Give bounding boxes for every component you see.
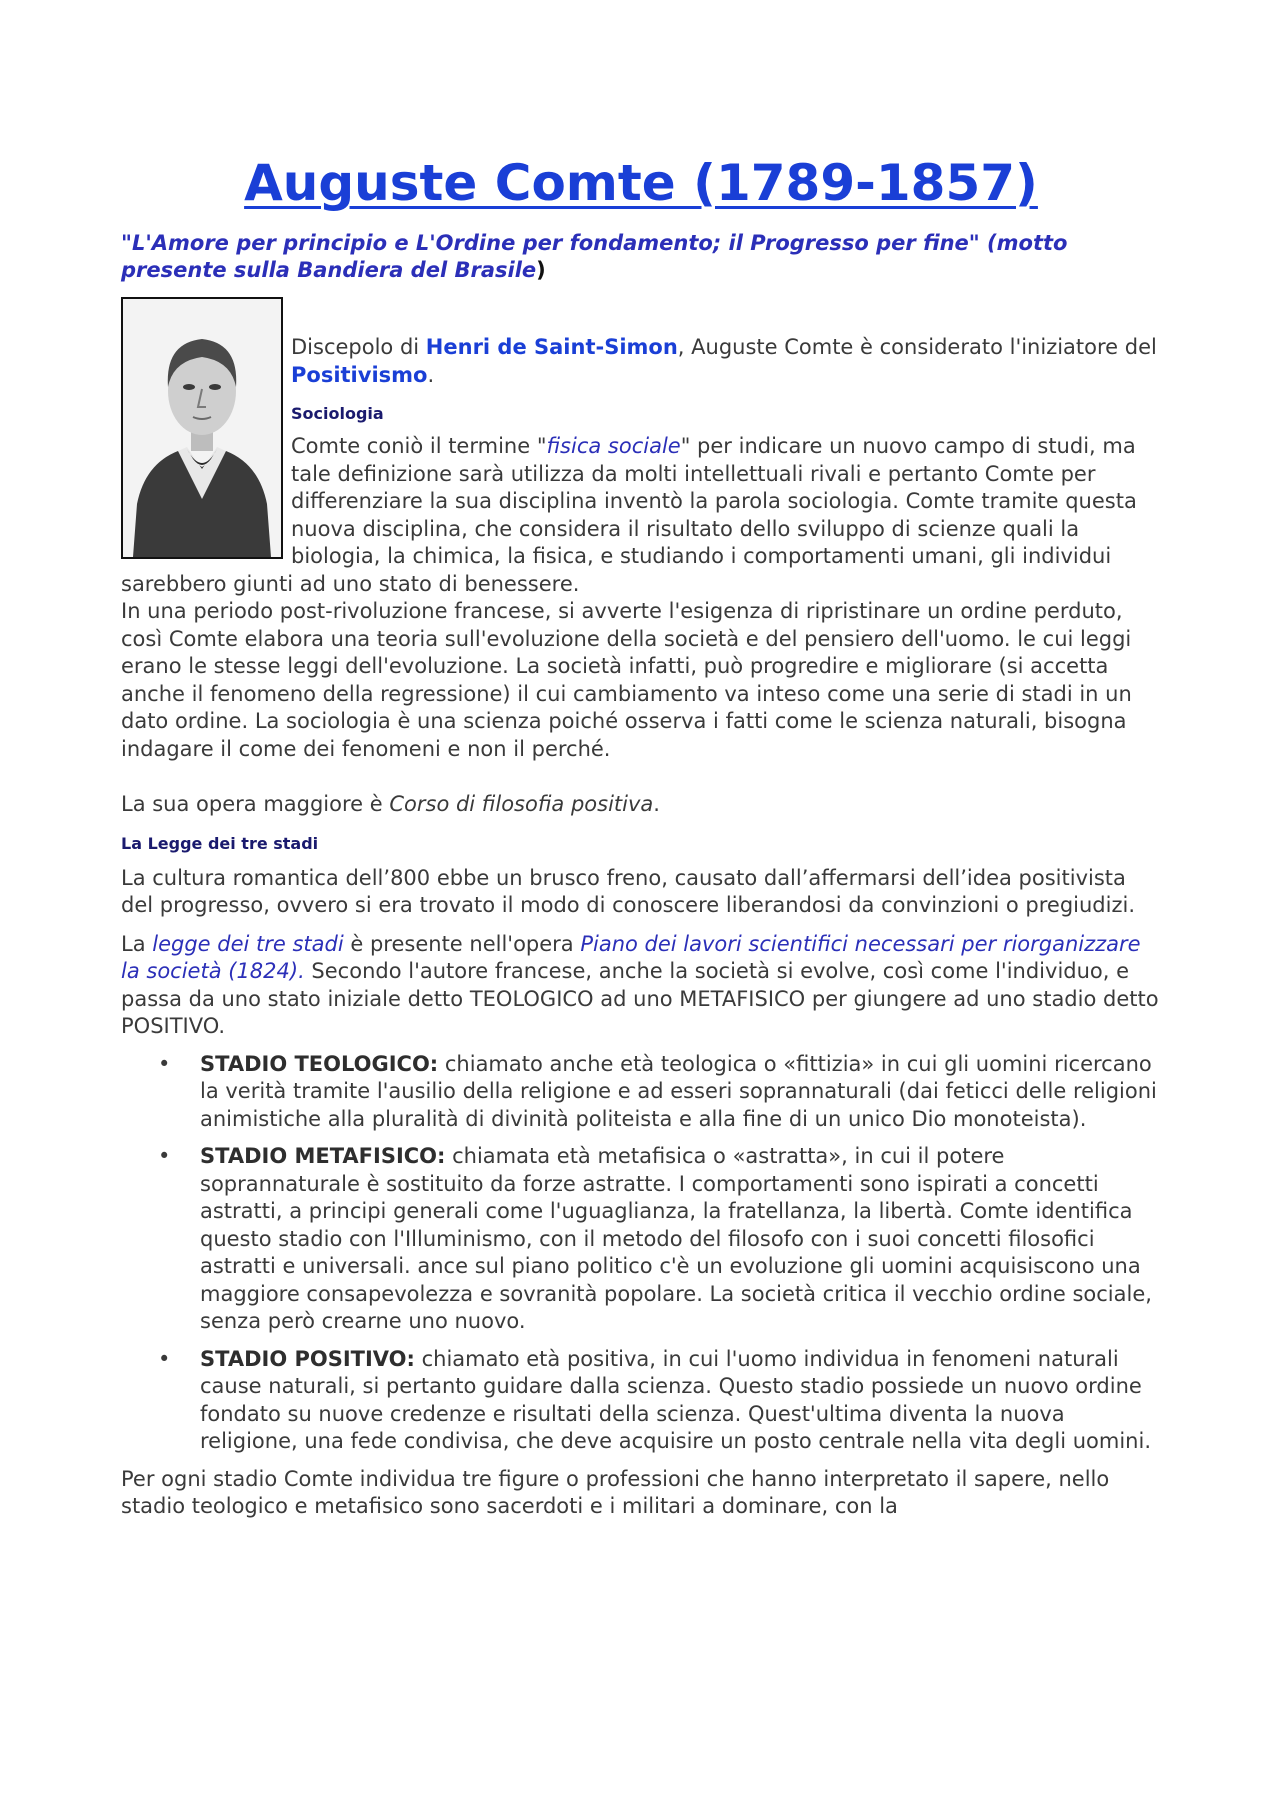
bullet-icon: • — [158, 1144, 171, 1168]
link-legge-tre-stadi[interactable]: legge dei tre stadi — [152, 931, 344, 956]
sociologia-paragraph-1: Comte coniò il termine "fisica sociale" per indicare un nuovo campo di studi, ma tale definizione sarà utilizza da molti intellettuali rivali e pertanto Comte per differenziare la sua disciplina inventò la parola sociologia. Comte tramite questa nuova disciplina, che considera il risultato dello sviluppo di scienze quali la biologia, la chimica, la fisica, e studiando i comportamenti umani, gli individui sarebbero giunti ad uno stato di benessere. — [121, 434, 1137, 596]
legge-paragraph-2: La legge dei tre stadi è presente nell'opera Piano dei lavori scientifici necessari per riorganizzare la società (1824). Secondo l'autore francese, anche la società si evolve, così come l'individuo, e passa da uno stato iniziale detto TEOLOGICO ad uno METAFISICO per giungere ad uno stadio detto POSITIVO. — [121, 931, 1159, 1038]
opera-title: Corso di filosofia positiva — [389, 792, 654, 816]
intro-section — [121, 297, 1161, 763]
legge-paragraph-1: La cultura romantica dell’800 ebbe un brusco freno, causato dall’affermarsi dell’idea positivista del progresso, ovvero si era trovato il modo di conoscere liberandosi da convinzioni o pregiudizi. — [121, 865, 1136, 917]
motto-quote[interactable] — [121, 230, 1161, 284]
portrait-figure — [123, 299, 281, 557]
page-title[interactable]: Auguste Comte (1789-1857) — [244, 154, 1038, 212]
portrait-image — [121, 297, 283, 559]
document — [121, 150, 1161, 1521]
closing-paragraph: Per ogni stadio Comte individua tre figure o professioni che hanno interpretato il sapere, nello stadio teologico e metafisico sono sacerdoti e i militari a dominare, con la — [121, 1466, 1110, 1518]
motto-text[interactable]: "L'Amore per principio e L'Ordine per fondamento; il Progresso per fine" (motto presente sulla Bandiera del Brasile — [121, 231, 1068, 282]
link-positivismo[interactable]: Positivismo — [291, 362, 428, 387]
bullet-icon: • — [158, 1346, 171, 1371]
intro-paragraph: Discepolo di Henri de Saint-Simon, Auguste Comte è considerato l'iniziatore del Positivismo. — [291, 335, 1157, 387]
link-fisica-sociale[interactable]: fisica sociale — [546, 434, 681, 458]
bullet-icon: • — [158, 1051, 171, 1076]
list-item-stadio-metafisico: • STADIO METAFISICO: chiamata età metafisica o «astratta», in cui il potere soprannaturale è sostituito da forze astratte. I comportamenti sono ispirati a concetti astratti, a principi generali come l'uguaglianza, la fratellanza, la libertà. Comte identifica questo stadio con l'Illuminismo, con il metodo del filosofo con i suoi concetti filosofici astratti e universali. ance sul piano politico c'è un evoluzione gli uomini acquisiscono una maggiore consapevolezza e sovranità popolare. La società critica il vecchio ordine sociale, senza però crearne uno nuovo. — [158, 1144, 1152, 1333]
heading-legge-tre-stadi: La Legge dei tre stadi — [121, 833, 319, 853]
link-piano-lavori[interactable]: Piano dei lavori scientifici necessari per riorganizzare la società (1824). — [121, 931, 1141, 983]
list-item-stadio-positivo: • STADIO POSITIVO: chiamato età positiva, in cui l'uomo individua in fenomeni naturali cause naturali, si pertanto guidare dalla scienza. Questo stadio possiede un nuovo ordine fondato su nuove credenze e risultati della scienza. Quest'ultima diventa la nuova religione, una fede condivisa, che deve acquisire un posto centrale nella vita degli uomini. — [158, 1346, 1151, 1453]
link-saint-simon[interactable]: Henri de Saint-Simon — [425, 335, 678, 359]
heading-sociologia: Sociologia — [291, 404, 384, 423]
motto-close: ) — [536, 258, 546, 282]
list-item-stadio-teologico: • STADIO TEOLOGICO: chiamato anche età teologica o «fittizia» in cui gli uomini ricercano la verità tramite l'ausilio della religione e ad esseri soprannaturali (dai feticci delle religioni animistiche alla pluralità di divinità politeista e alla fine di un unico Dio monoteista). — [158, 1051, 1157, 1131]
sociologia-paragraph-2: In una periodo post-rivoluzione francese, si avverte l'esigenza di ripristinare un ordine perduto, così Comte elabora una teoria sull'evoluzione della società e del pensiero dell'uomo. le cui leggi erano le stesse leggi dell'evoluzione. La società infatti, può progredire e migliorare (si accetta anche il fenomeno della regressione) il cui cambiamento va inteso come una serie di stadi in un dato ordine. La sociologia è una scienza poiché osserva i fatti come le scienza naturali, bisogna indagare il come dei fenomeni e non il perché. — [121, 599, 1132, 761]
stadi-list — [121, 1051, 1161, 1456]
opera-paragraph: La sua opera maggiore è Corso di filosofia positiva. — [121, 792, 660, 816]
